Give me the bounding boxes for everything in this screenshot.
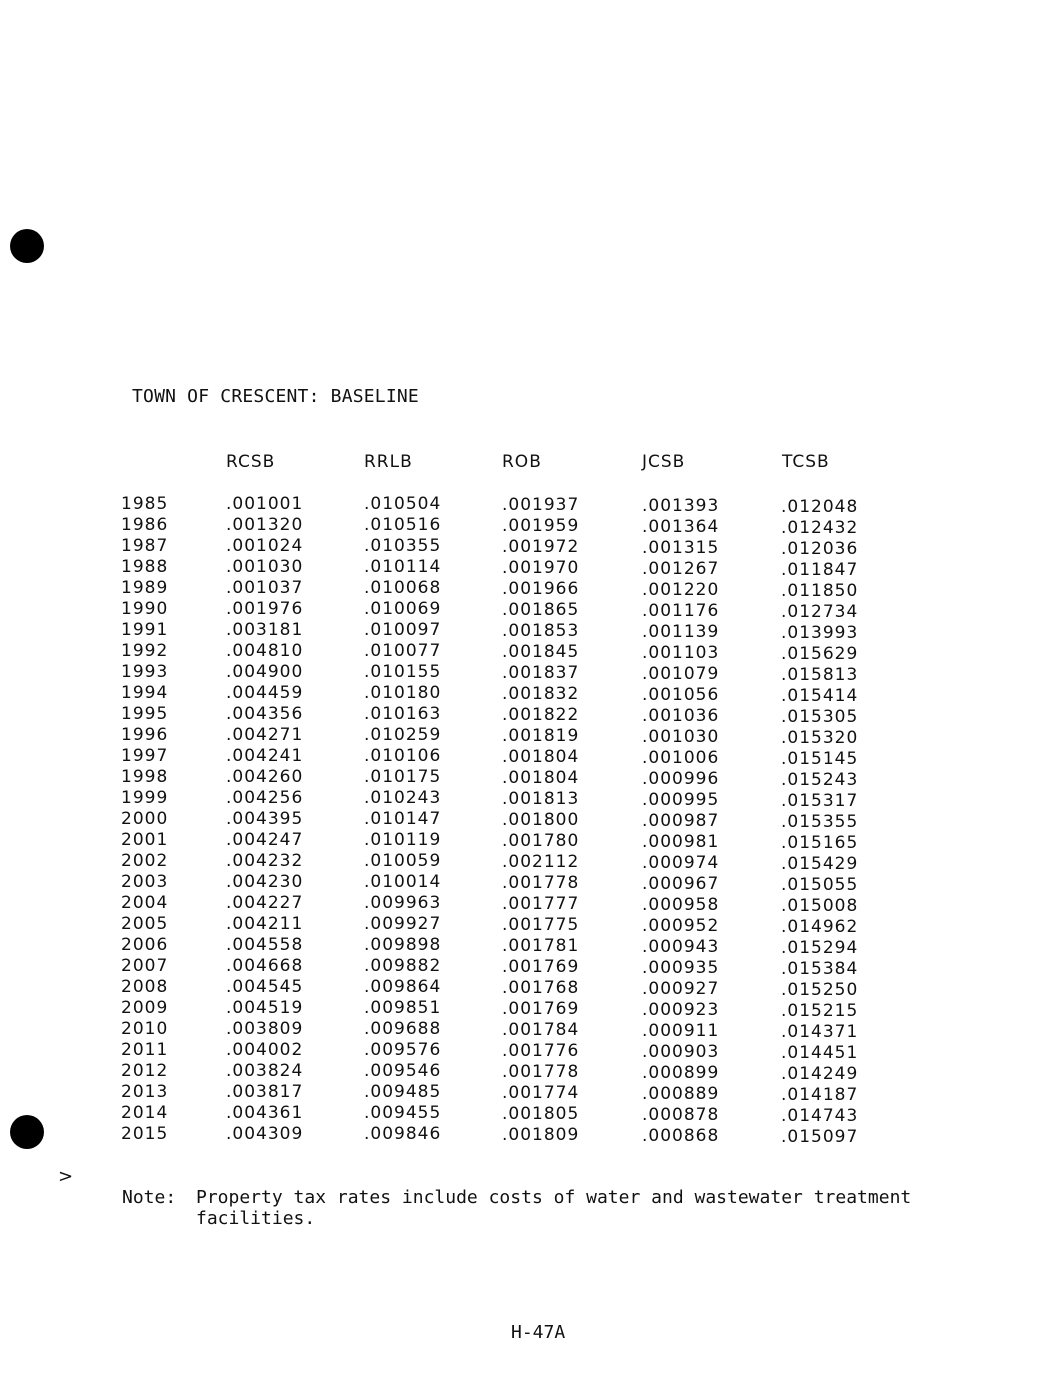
- column-header-rcsb: RCSB: [226, 452, 276, 472]
- jcsb-cell: .000995: [642, 790, 720, 810]
- rcsb-cell: .004260: [226, 767, 304, 787]
- rcsb-cell: .001320: [226, 515, 304, 535]
- rrlb-cell: .009864: [364, 977, 442, 997]
- tcsb-cell: .015384: [781, 959, 859, 979]
- tcsb-cell: .014371: [781, 1022, 859, 1042]
- tcsb-cell: .014743: [781, 1106, 859, 1126]
- rrlb-cell: .009846: [364, 1124, 442, 1144]
- year-cell: 2008: [121, 977, 169, 997]
- note-text: Property tax rates include costs of water and wastewater treatment facilities.: [196, 1187, 912, 1229]
- rcsb-cell: .004668: [226, 956, 304, 976]
- tcsb-cell: .015145: [781, 749, 859, 769]
- tcsb-cell: .015294: [781, 938, 859, 958]
- jcsb-cell: .001103: [642, 643, 720, 663]
- year-cell: 2002: [121, 851, 169, 871]
- rob-cell: .001937: [502, 495, 580, 515]
- year-cell: 2003: [121, 872, 169, 892]
- rob-cell: .001845: [502, 642, 580, 662]
- table-row: [0, 1061, 1055, 1082]
- rcsb-cell: .003181: [226, 620, 304, 640]
- rrlb-cell: .010175: [364, 767, 442, 787]
- rob-cell: .001769: [502, 999, 580, 1019]
- year-cell: 2011: [121, 1040, 169, 1060]
- rrlb-cell: .010014: [364, 872, 442, 892]
- rrlb-cell: .010163: [364, 704, 442, 724]
- rcsb-cell: .004459: [226, 683, 304, 703]
- rob-cell: .001776: [502, 1041, 580, 1061]
- rrlb-cell: .009546: [364, 1061, 442, 1081]
- rob-cell: .001832: [502, 684, 580, 704]
- rcsb-cell: .004232: [226, 851, 304, 871]
- rcsb-cell: .004395: [226, 809, 304, 829]
- table-row: [0, 830, 1055, 851]
- jcsb-cell: .000868: [642, 1126, 720, 1146]
- punch-hole-top: [10, 229, 44, 263]
- year-cell: 1992: [121, 641, 169, 661]
- rcsb-cell: .003809: [226, 1019, 304, 1039]
- rob-cell: .001784: [502, 1020, 580, 1040]
- rcsb-cell: .001001: [226, 494, 304, 514]
- table-row: [0, 725, 1055, 746]
- tcsb-cell: .011847: [781, 560, 859, 580]
- rob-cell: .002112: [502, 852, 580, 872]
- rrlb-cell: .010069: [364, 599, 442, 619]
- table-row: [0, 662, 1055, 683]
- year-cell: 1997: [121, 746, 169, 766]
- jcsb-cell: .000996: [642, 769, 720, 789]
- table-row: [0, 872, 1055, 893]
- rob-cell: .001865: [502, 600, 580, 620]
- year-cell: 1993: [121, 662, 169, 682]
- rcsb-cell: .004558: [226, 935, 304, 955]
- tcsb-cell: .015008: [781, 896, 859, 916]
- year-cell: 1999: [121, 788, 169, 808]
- rcsb-cell: .004810: [226, 641, 304, 661]
- rrlb-cell: .009576: [364, 1040, 442, 1060]
- table-row: [0, 1040, 1055, 1061]
- rcsb-cell: .001976: [226, 599, 304, 619]
- rcsb-cell: .004519: [226, 998, 304, 1018]
- rob-cell: .001804: [502, 747, 580, 767]
- tcsb-cell: .012048: [781, 497, 859, 517]
- table-row: [0, 494, 1055, 515]
- year-cell: 2005: [121, 914, 169, 934]
- table-row: [0, 641, 1055, 662]
- rrlb-cell: .010106: [364, 746, 442, 766]
- tcsb-cell: .014187: [781, 1085, 859, 1105]
- rate-table: [0, 494, 1055, 1145]
- jcsb-cell: .000935: [642, 958, 720, 978]
- tcsb-cell: .014249: [781, 1064, 859, 1084]
- year-cell: 1987: [121, 536, 169, 556]
- tcsb-cell: .015055: [781, 875, 859, 895]
- rrlb-cell: .010119: [364, 830, 442, 850]
- rob-cell: .001837: [502, 663, 580, 683]
- rcsb-cell: .004247: [226, 830, 304, 850]
- rrlb-cell: .009485: [364, 1082, 442, 1102]
- rob-cell: .001800: [502, 810, 580, 830]
- document-title: TOWN OF CRESCENT: BASELINE: [132, 386, 419, 407]
- rrlb-cell: .009882: [364, 956, 442, 976]
- table-row: [0, 1103, 1055, 1124]
- tcsb-cell: .015250: [781, 980, 859, 1000]
- table-row: [0, 1124, 1055, 1145]
- table-row: [0, 683, 1055, 704]
- tcsb-cell: .014451: [781, 1043, 859, 1063]
- table-row: [0, 704, 1055, 725]
- year-cell: 1991: [121, 620, 169, 640]
- table-row: [0, 788, 1055, 809]
- jcsb-cell: .000967: [642, 874, 720, 894]
- table-row: [0, 998, 1055, 1019]
- rob-cell: .001769: [502, 957, 580, 977]
- rob-cell: .001819: [502, 726, 580, 746]
- tcsb-cell: .015629: [781, 644, 859, 664]
- jcsb-cell: .000899: [642, 1063, 720, 1083]
- year-cell: 1985: [121, 494, 169, 514]
- table-row: [0, 599, 1055, 620]
- rrlb-cell: .009455: [364, 1103, 442, 1123]
- jcsb-cell: .001079: [642, 664, 720, 684]
- rrlb-cell: .009688: [364, 1019, 442, 1039]
- margin-mark: >: [58, 1166, 74, 1187]
- table-row: [0, 935, 1055, 956]
- rob-cell: .001781: [502, 936, 580, 956]
- column-header-tcsb: TCSB: [782, 452, 830, 472]
- table-row: [0, 1019, 1055, 1040]
- year-cell: 2009: [121, 998, 169, 1018]
- tcsb-cell: .015165: [781, 833, 859, 853]
- tcsb-cell: .015097: [781, 1127, 859, 1147]
- rcsb-cell: .001024: [226, 536, 304, 556]
- table-row: [0, 620, 1055, 641]
- table-row: [0, 536, 1055, 557]
- tcsb-cell: .012036: [781, 539, 859, 559]
- year-cell: 2014: [121, 1103, 169, 1123]
- table-row: [0, 893, 1055, 914]
- rcsb-cell: .004545: [226, 977, 304, 997]
- tcsb-cell: .012734: [781, 602, 859, 622]
- jcsb-cell: .001139: [642, 622, 720, 642]
- tcsb-cell: .015355: [781, 812, 859, 832]
- tcsb-cell: .013993: [781, 623, 859, 643]
- rcsb-cell: .004361: [226, 1103, 304, 1123]
- year-cell: 2001: [121, 830, 169, 850]
- note-label: Note:: [122, 1187, 177, 1208]
- rrlb-cell: .009963: [364, 893, 442, 913]
- rcsb-cell: .004356: [226, 704, 304, 724]
- jcsb-cell: .001176: [642, 601, 720, 621]
- year-cell: 1996: [121, 725, 169, 745]
- jcsb-cell: .001393: [642, 496, 720, 516]
- rrlb-cell: .010259: [364, 725, 442, 745]
- rrlb-cell: .010068: [364, 578, 442, 598]
- year-cell: 2004: [121, 893, 169, 913]
- jcsb-cell: .001220: [642, 580, 720, 600]
- rob-cell: .001822: [502, 705, 580, 725]
- jcsb-cell: .001030: [642, 727, 720, 747]
- jcsb-cell: .000952: [642, 916, 720, 936]
- tcsb-cell: .015215: [781, 1001, 859, 1021]
- rcsb-cell: .003824: [226, 1061, 304, 1081]
- rcsb-cell: .001030: [226, 557, 304, 577]
- rcsb-cell: .004900: [226, 662, 304, 682]
- year-cell: 2010: [121, 1019, 169, 1039]
- table-row: [0, 557, 1055, 578]
- year-cell: 1988: [121, 557, 169, 577]
- jcsb-cell: .000987: [642, 811, 720, 831]
- year-cell: 2007: [121, 956, 169, 976]
- table-row: [0, 851, 1055, 872]
- rob-cell: .001778: [502, 1062, 580, 1082]
- rrlb-cell: .010097: [364, 620, 442, 640]
- jcsb-cell: .001056: [642, 685, 720, 705]
- tcsb-cell: .015305: [781, 707, 859, 727]
- table-row: [0, 914, 1055, 935]
- column-header-jcsb: JCSB: [642, 452, 686, 472]
- tcsb-cell: .015414: [781, 686, 859, 706]
- year-cell: 2013: [121, 1082, 169, 1102]
- tcsb-cell: .015813: [781, 665, 859, 685]
- jcsb-cell: .001036: [642, 706, 720, 726]
- jcsb-cell: .000974: [642, 853, 720, 873]
- table-row: [0, 956, 1055, 977]
- year-cell: 1998: [121, 767, 169, 787]
- rcsb-cell: .004271: [226, 725, 304, 745]
- year-cell: 1986: [121, 515, 169, 535]
- rcsb-cell: .003817: [226, 1082, 304, 1102]
- rrlb-cell: .010059: [364, 851, 442, 871]
- rob-cell: .001813: [502, 789, 580, 809]
- table-row: [0, 977, 1055, 998]
- jcsb-cell: .001315: [642, 538, 720, 558]
- tcsb-cell: .011850: [781, 581, 859, 601]
- rrlb-cell: .009898: [364, 935, 442, 955]
- rob-cell: .001970: [502, 558, 580, 578]
- table-row: [0, 515, 1055, 536]
- jcsb-cell: .000958: [642, 895, 720, 915]
- rob-cell: .001804: [502, 768, 580, 788]
- rrlb-cell: .010114: [364, 557, 442, 577]
- year-cell: 2015: [121, 1124, 169, 1144]
- jcsb-cell: .000923: [642, 1000, 720, 1020]
- tcsb-cell: .015317: [781, 791, 859, 811]
- rob-cell: .001780: [502, 831, 580, 851]
- table-row: [0, 1082, 1055, 1103]
- year-cell: 1994: [121, 683, 169, 703]
- rcsb-cell: .004230: [226, 872, 304, 892]
- rob-cell: .001853: [502, 621, 580, 641]
- table-row: [0, 767, 1055, 788]
- rob-cell: .001775: [502, 915, 580, 935]
- rcsb-cell: .004241: [226, 746, 304, 766]
- rrlb-cell: .010180: [364, 683, 442, 703]
- rcsb-cell: .004256: [226, 788, 304, 808]
- year-cell: 2012: [121, 1061, 169, 1081]
- rrlb-cell: .010516: [364, 515, 442, 535]
- rcsb-cell: .004002: [226, 1040, 304, 1060]
- rrlb-cell: .010355: [364, 536, 442, 556]
- rob-cell: .001809: [502, 1125, 580, 1145]
- year-cell: 1990: [121, 599, 169, 619]
- jcsb-cell: .000911: [642, 1021, 720, 1041]
- rcsb-cell: .004227: [226, 893, 304, 913]
- rob-cell: .001966: [502, 579, 580, 599]
- jcsb-cell: .001267: [642, 559, 720, 579]
- year-cell: 1989: [121, 578, 169, 598]
- rrlb-cell: .010147: [364, 809, 442, 829]
- rrlb-cell: .010077: [364, 641, 442, 661]
- rob-cell: .001778: [502, 873, 580, 893]
- tcsb-cell: .012432: [781, 518, 859, 538]
- jcsb-cell: .000878: [642, 1105, 720, 1125]
- rcsb-cell: .004211: [226, 914, 304, 934]
- table-row: [0, 746, 1055, 767]
- tcsb-cell: .015429: [781, 854, 859, 874]
- table-row: [0, 809, 1055, 830]
- jcsb-cell: .001006: [642, 748, 720, 768]
- year-cell: 2000: [121, 809, 169, 829]
- jcsb-cell: .000889: [642, 1084, 720, 1104]
- rob-cell: .001768: [502, 978, 580, 998]
- column-header-rrlb: RRLB: [364, 452, 413, 472]
- jcsb-cell: .000981: [642, 832, 720, 852]
- rcsb-cell: .001037: [226, 578, 304, 598]
- rcsb-cell: .004309: [226, 1124, 304, 1144]
- year-cell: 1995: [121, 704, 169, 724]
- rob-cell: .001959: [502, 516, 580, 536]
- rob-cell: .001805: [502, 1104, 580, 1124]
- rrlb-cell: .009851: [364, 998, 442, 1018]
- rrlb-cell: .010504: [364, 494, 442, 514]
- tcsb-cell: .015243: [781, 770, 859, 790]
- page-number: H-47A: [511, 1322, 566, 1343]
- rob-cell: .001777: [502, 894, 580, 914]
- tcsb-cell: .015320: [781, 728, 859, 748]
- rob-cell: .001972: [502, 537, 580, 557]
- rob-cell: .001774: [502, 1083, 580, 1103]
- jcsb-cell: .001364: [642, 517, 720, 537]
- rrlb-cell: .009927: [364, 914, 442, 934]
- column-header-rob: ROB: [502, 452, 542, 472]
- jcsb-cell: .000943: [642, 937, 720, 957]
- year-cell: 2006: [121, 935, 169, 955]
- rrlb-cell: .010155: [364, 662, 442, 682]
- jcsb-cell: .000903: [642, 1042, 720, 1062]
- table-row: [0, 578, 1055, 599]
- tcsb-cell: .014962: [781, 917, 859, 937]
- rrlb-cell: .010243: [364, 788, 442, 808]
- jcsb-cell: .000927: [642, 979, 720, 999]
